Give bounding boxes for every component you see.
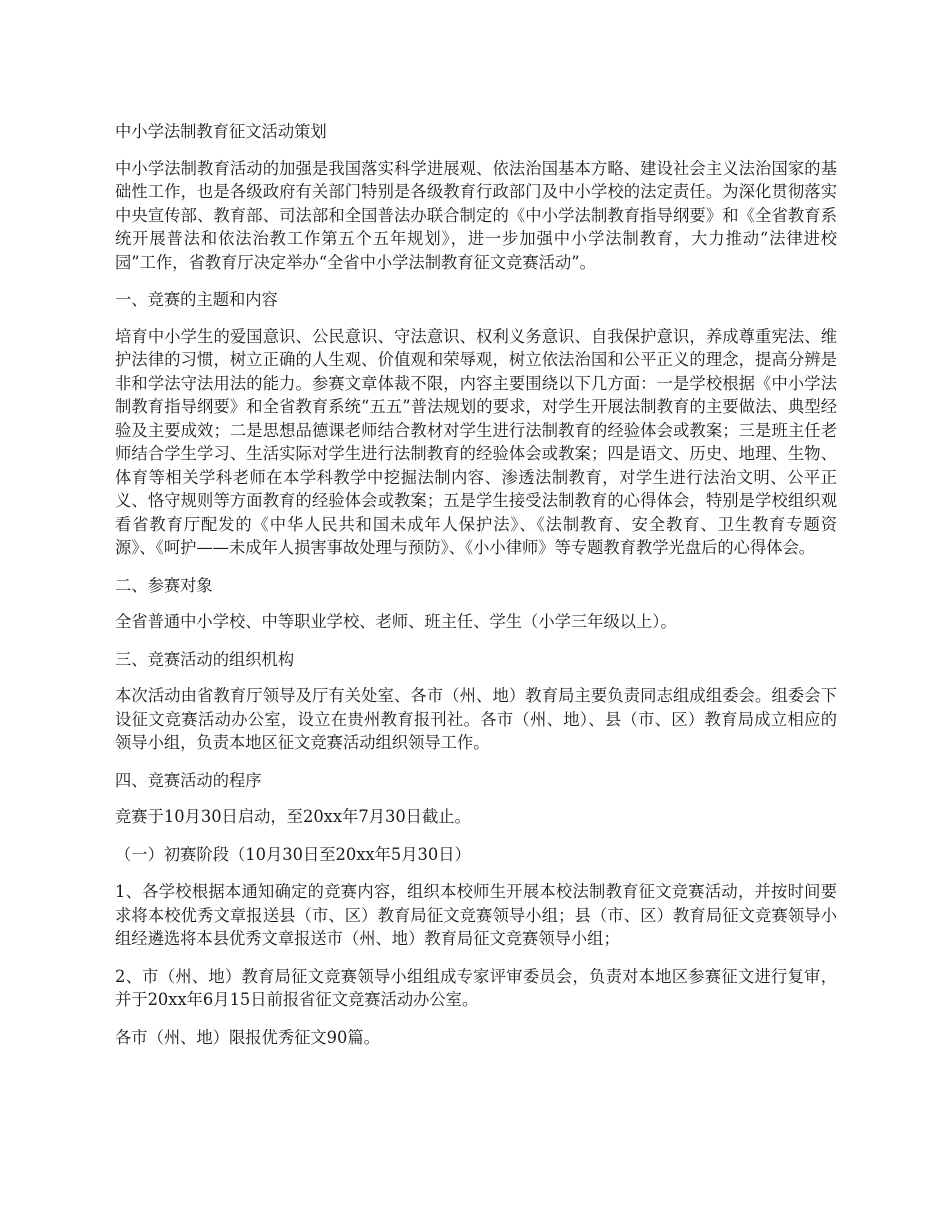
section-heading-procedure: 四、竞赛活动的程序 bbox=[115, 770, 262, 790]
document-title: 中小学法制教育征文活动策划 bbox=[115, 122, 327, 141]
theme-paragraph: 培育中小学生的爱国意识、公民意识、守法意识、权利义务意识、自我保护意识，养成尊重宪法、维护法律的习惯，树立正确的人生观、价值观和荣辱观，树立依法治国和公平正义的理念，提高分辨是非和学法守法用法的能力。参赛文章体裁不限，内容主要围绕以下几方面：一是学校根据《中小学法制教育指导纲要》和全省教育系统“五五”普法规划的要求，对学生开展法制教育的主要做法、典型经验及主要成效；二是思想品德课老师结合教材对学生进行法制教育的经验体会或教案；三是班主任老师结合学生学习、生活实际对学生进行法制教育的经验体会或教案；四是语文、历史、地理、生物、体育等相关学科老师在本学科教学中挖掘法制内容、渗透法制教育，对学生进行法治文明、公平正义、恪守规则等方面教育的经验体会或教案；五是学生接受法制教育的心得体会，特别是学校组织观看省教育厅配发的《中华人民共和国未成年人保护法》、《法制教育、安全教育、卫生教育专题资源》、《呵护——未成年人损害事故处理与预防》、《小小律师》等专题教育教学光盘后的心得体会。 bbox=[115, 326, 837, 557]
procedure-dates-paragraph: 竞赛于10月30日启动，至20xx年7月30日截止。 bbox=[115, 807, 471, 826]
step-one-paragraph: 1、各学校根据本通知确定的竞赛内容，组织本校师生开展本校法制教育征文竞赛活动，并按时间要求将本校优秀文章报送县（市、区）教育局征文竞赛领导小组；县（市、区）教育局征文竞赛领导小组经遴选将本县优秀文章报送市（州、地）教育局征文竞赛领导小组； bbox=[115, 882, 837, 948]
section-heading-participants: 二、参赛对象 bbox=[115, 575, 213, 595]
preliminary-stage-heading: （一）初赛阶段（10月30日至20xx年5月30日） bbox=[115, 844, 471, 864]
section-heading-organization: 三、竞赛活动的组织机构 bbox=[115, 649, 295, 669]
document-body bbox=[115, 120, 837, 1063]
quota-paragraph: 各市（州、地）限报优秀征文90篇。 bbox=[115, 1027, 380, 1047]
section-heading-theme: 一、竞赛的主题和内容 bbox=[115, 290, 278, 309]
step-two-paragraph: 2、市（州、地）教育局征文竞赛领导小组组成专家评审委员会，负责对本地区参赛征文进行复审，并于20xx年6月15日前报省征文竞赛活动办公室。 bbox=[115, 966, 837, 1009]
participants-paragraph: 全省普通中小学校、中等职业学校、老师、班主任、学生（小学三年级以上）。 bbox=[115, 612, 677, 631]
intro-paragraph: 中小学法制教育活动的加强是我国落实科学进展观、依法治国基本方略、建设社会主义法治国家的基础性工作，也是各级政府有关部门特别是各级教育行政部门及中小学校的法定责任。为深化贯彻落实中央宣传部、教育部、司法部和全国普法办联合制定的《中小学法制教育指导纲要》和《全省教育系统开展普法和依法治教工作第五个五年规划》，进一步加强中小学法制教育，大力推动“法律进校园”工作，省教育厅决定举办“全省中小学法制教育征文竞赛活动”。 bbox=[115, 158, 837, 272]
organization-paragraph: 本次活动由省教育厅领导及厅有关处室、各市（州、地）教育局主要负责同志组成组委会。组委会下设征文竞赛活动办公室，设立在贵州教育报刊社。各市（州、地）、县（市、区）教育局成立相应的领导小组，负责本地区征文竞赛活动组织领导工作。 bbox=[115, 686, 837, 752]
